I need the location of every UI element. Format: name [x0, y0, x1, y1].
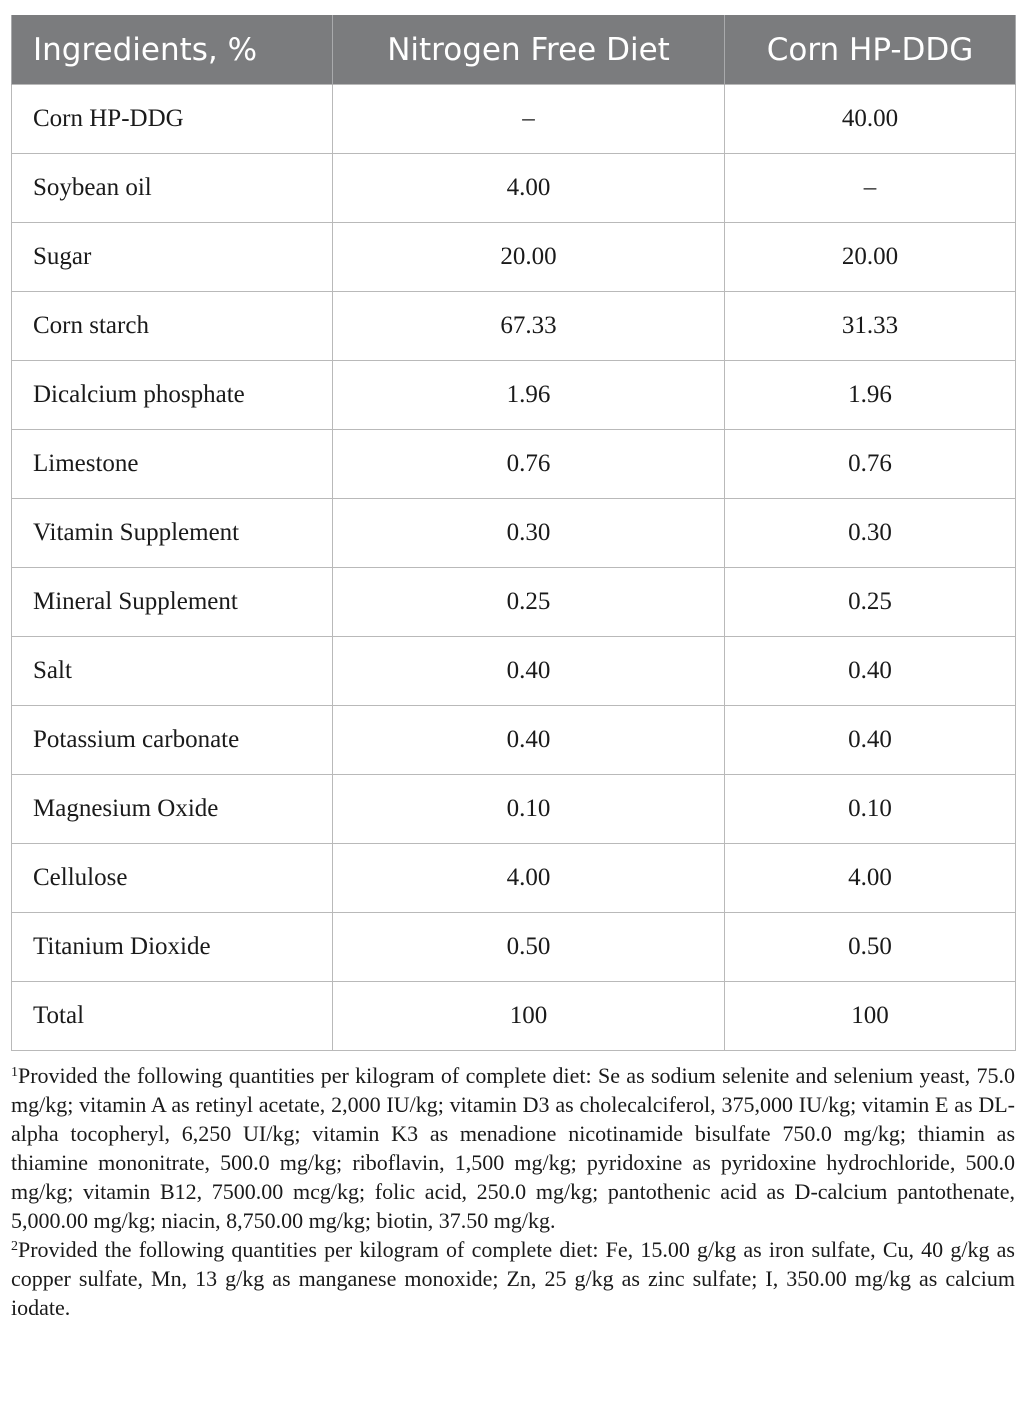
nitrogen-free-value: 0.30 — [333, 499, 725, 568]
corn-hp-ddg-value: 0.25 — [725, 568, 1016, 637]
nitrogen-free-value: 0.40 — [333, 637, 725, 706]
table-row — [12, 982, 1016, 1051]
ingredient-name: Dicalcium phosphate — [12, 361, 333, 430]
table-row — [12, 706, 1016, 775]
ingredient-name: Magnesium Oxide — [12, 775, 333, 844]
table-row — [12, 430, 1016, 499]
footnote-text: Provided the following quantities per kilogram of complete diet: Fe, 15.00 g/kg as iron sulfate, Cu, 40 g/kg as copper sulfate, Mn, 13 g/kg as manganese monoxide; Zn, 25 g/kg as zinc sulfate; I, 350.00 mg/kg as calcium iodate. — [11, 1237, 1015, 1320]
table-footnotes — [11, 1061, 1015, 1322]
ingredient-name: Cellulose — [12, 844, 333, 913]
table-row — [12, 637, 1016, 706]
ingredient-name: Mineral Supplement — [12, 568, 333, 637]
table-body — [12, 85, 1016, 1051]
ingredients-table-container — [11, 15, 1015, 1322]
corn-hp-ddg-value: 20.00 — [725, 223, 1016, 292]
header-nitrogen-free-diet: Nitrogen Free Diet — [333, 15, 725, 85]
ingredient-name: Vitamin Supplement — [12, 499, 333, 568]
table-row — [12, 844, 1016, 913]
nitrogen-free-value: 0.40 — [333, 706, 725, 775]
nitrogen-free-value: 0.50 — [333, 913, 725, 982]
footnote-marker: 2 — [11, 1239, 18, 1254]
nitrogen-free-value: 4.00 — [333, 844, 725, 913]
corn-hp-ddg-value: – — [725, 154, 1016, 223]
corn-hp-ddg-value: 1.96 — [725, 361, 1016, 430]
table-row — [12, 223, 1016, 292]
ingredient-name: Sugar — [12, 223, 333, 292]
nitrogen-free-value: 0.10 — [333, 775, 725, 844]
table-row — [12, 499, 1016, 568]
ingredient-name: Corn HP-DDG — [12, 85, 333, 154]
nitrogen-free-value: – — [333, 85, 725, 154]
corn-hp-ddg-value: 100 — [725, 982, 1016, 1051]
corn-hp-ddg-value: 0.40 — [725, 706, 1016, 775]
nitrogen-free-value: 4.00 — [333, 154, 725, 223]
corn-hp-ddg-value: 40.00 — [725, 85, 1016, 154]
ingredient-name: Titanium Dioxide — [12, 913, 333, 982]
table-row — [12, 361, 1016, 430]
corn-hp-ddg-value: 4.00 — [725, 844, 1016, 913]
table-row — [12, 154, 1016, 223]
table-row — [12, 568, 1016, 637]
corn-hp-ddg-value: 31.33 — [725, 292, 1016, 361]
footnote-marker: 1 — [11, 1065, 18, 1080]
header-corn-hp-ddg: Corn HP-DDG — [725, 15, 1016, 85]
ingredient-name: Corn starch — [12, 292, 333, 361]
nitrogen-free-value: 100 — [333, 982, 725, 1051]
corn-hp-ddg-value: 0.50 — [725, 913, 1016, 982]
nitrogen-free-value: 0.76 — [333, 430, 725, 499]
footnote-text: Provided the following quantities per kilogram of complete diet: Se as sodium selenite and selenium yeast, 75.0 mg/kg; vitamin A as retinyl acetate, 2,000 IU/kg; vitamin D3 as cholecalciferol, 375,000 IU/kg; vitamin E as DL-alpha tocopheryl, 6,250 UI/kg; vitamin K3 as menadione nicotinamide bisulfate 750.0 mg/kg; thiamin as thiamine mononitrate, 500.0 mg/kg; riboflavin, 1,500 mg/kg; pyridoxine as pyridoxine hydrochloride, 500.0 mg/kg; vitamin B12, 7500.00 mcg/kg; folic acid, 250.0 mg/kg; pantothenic acid as D-calcium pantothenate, 5,000.00 mg/kg; niacin, 8,750.00 mg/kg; biotin, 37.50 mg/kg. — [11, 1063, 1015, 1233]
ingredient-name: Potassium carbonate — [12, 706, 333, 775]
ingredient-name: Limestone — [12, 430, 333, 499]
table-row — [12, 913, 1016, 982]
ingredients-table — [11, 15, 1016, 1051]
header-ingredients: Ingredients, % — [12, 15, 333, 85]
nitrogen-free-value: 20.00 — [333, 223, 725, 292]
nitrogen-free-value: 1.96 — [333, 361, 725, 430]
table-row — [12, 85, 1016, 154]
footnote-2 — [11, 1235, 1015, 1322]
corn-hp-ddg-value: 0.40 — [725, 637, 1016, 706]
corn-hp-ddg-value: 0.30 — [725, 499, 1016, 568]
ingredient-name: Salt — [12, 637, 333, 706]
header-row — [12, 15, 1016, 85]
ingredient-name: Soybean oil — [12, 154, 333, 223]
corn-hp-ddg-value: 0.10 — [725, 775, 1016, 844]
nitrogen-free-value: 67.33 — [333, 292, 725, 361]
nitrogen-free-value: 0.25 — [333, 568, 725, 637]
table-row — [12, 292, 1016, 361]
table-header — [12, 15, 1016, 85]
table-row — [12, 775, 1016, 844]
corn-hp-ddg-value: 0.76 — [725, 430, 1016, 499]
ingredient-name: Total — [12, 982, 333, 1051]
footnote-1 — [11, 1061, 1015, 1235]
